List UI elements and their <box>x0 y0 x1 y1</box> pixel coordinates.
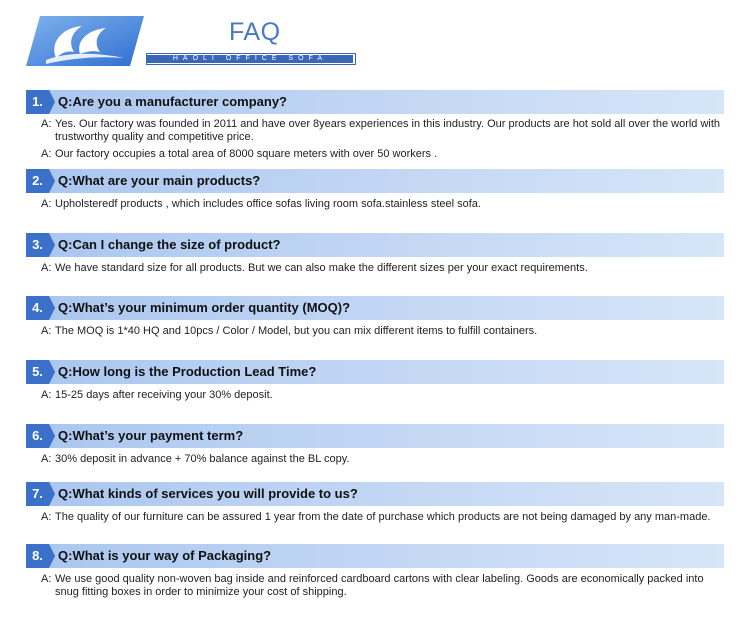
answer <box>26 262 724 275</box>
question-number: 8. <box>26 544 49 568</box>
question-bar <box>26 169 724 193</box>
subtitle-text: HAOLI OFFICE SOFA <box>147 55 353 63</box>
answer-label: A: <box>41 198 52 210</box>
faq-item <box>26 233 724 275</box>
question-text: Q:How long is the Production Lead Time? <box>58 364 317 379</box>
answer-text: Our factory occupies a total area of 8000 square meters with over 50 workers . <box>55 148 438 160</box>
wave-logo-icon <box>26 16 144 66</box>
question-text: Q:What is your way of Packaging? <box>58 548 272 563</box>
answer-text: We use good quality non-woven bag inside and reinforced cardboard cartons with clear labeling. Goods are economically packed into snug fitting boxes in order to minimize your cost of shipping. <box>55 573 704 598</box>
answer <box>26 453 724 466</box>
answer <box>26 198 724 211</box>
answer-label: A: <box>41 573 52 585</box>
answer <box>26 325 724 338</box>
question-text: Q:What’s your payment term? <box>58 428 244 443</box>
subtitle-bar <box>146 53 356 65</box>
question-number: 3. <box>26 233 49 257</box>
faq-item <box>26 90 724 161</box>
question-bar <box>26 544 724 568</box>
faq-item <box>26 360 724 402</box>
answer-text: We have standard size for all products. But we can also make the different sizes per your exact requirements. <box>55 262 588 274</box>
answer-text: The quality of our furniture can be assured 1 year from the date of purchase which products are not being damaged by any man-made. <box>55 511 711 523</box>
question-bar <box>26 296 724 320</box>
question-text: Q:What’s your minimum order quantity (MOQ)? <box>58 300 351 315</box>
question-number: 4. <box>26 296 49 320</box>
answer-label: A: <box>41 453 52 465</box>
question-text: Q:What are your main products? <box>58 173 261 188</box>
faq-item <box>26 544 724 599</box>
answer-label: A: <box>41 511 52 523</box>
answer-label: A: <box>41 118 52 130</box>
answer <box>26 573 724 599</box>
answer <box>26 389 724 402</box>
question-text: Q:What kinds of services you will provide to us? <box>58 486 358 501</box>
question-text: Q:Can I change the size of product? <box>58 237 281 252</box>
page-title: FAQ <box>229 18 281 46</box>
answer-label: A: <box>41 148 52 160</box>
question-bar <box>26 360 724 384</box>
question-bar <box>26 482 724 506</box>
faq-item <box>26 482 724 524</box>
answer-label: A: <box>41 262 52 274</box>
answer <box>26 148 724 161</box>
answer-text: 15-25 days after receiving your 30% deposit. <box>55 389 273 401</box>
question-text: Q:Are you a manufacturer company? <box>58 94 287 109</box>
answer-text: Yes. Our factory was founded in 2011 and have over 8years experiences in this industry. Our products are hot sold all over the world with trustworthy quality and competitive price. <box>55 118 721 143</box>
question-number: 1. <box>26 90 49 114</box>
faq-item <box>26 296 724 338</box>
answer-text: The MOQ is 1*40 HQ and 10pcs / Color / Model, but you can mix different items to fulfill containers. <box>55 325 538 337</box>
answer <box>26 118 724 144</box>
question-number: 7. <box>26 482 49 506</box>
answer-label: A: <box>41 389 52 401</box>
faq-item <box>26 424 724 466</box>
answer <box>26 511 724 524</box>
question-number: 5. <box>26 360 49 384</box>
answer-label: A: <box>41 325 52 337</box>
faq-item <box>26 169 724 211</box>
question-bar <box>26 90 724 114</box>
answer-text: 30% deposit in advance + 70% balance against the BL copy. <box>55 453 350 465</box>
question-number: 6. <box>26 424 49 448</box>
question-bar <box>26 233 724 257</box>
question-number: 2. <box>26 169 49 193</box>
question-bar <box>26 424 724 448</box>
answer-text: Upholsteredf products , which includes office sofas living room sofa.stainless steel sofa. <box>55 198 481 210</box>
